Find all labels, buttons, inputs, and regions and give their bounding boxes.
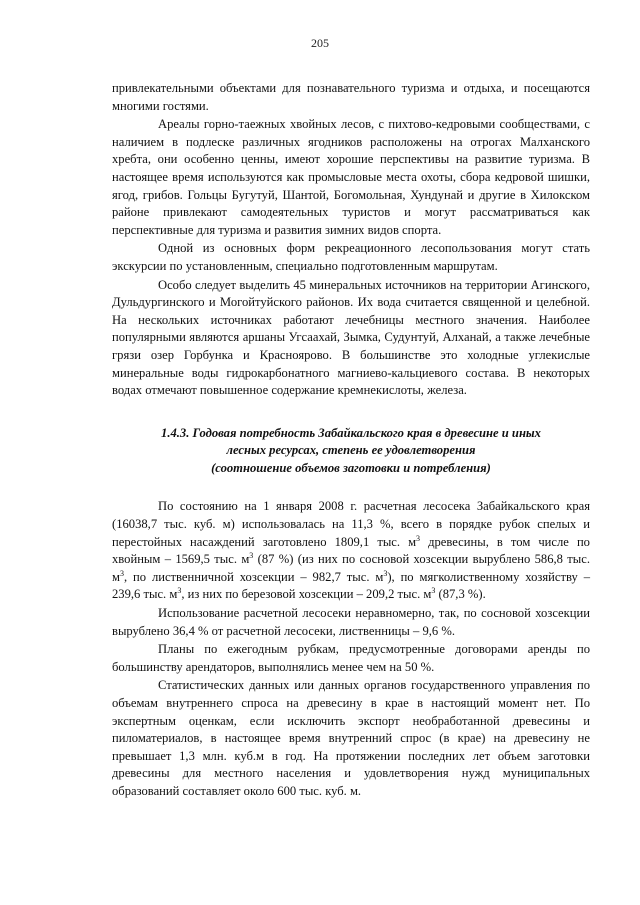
- text-segment: (87,3 %).: [435, 587, 486, 602]
- section-heading-line-1: 1.4.3. Годовая потребность Забайкальского края в древесине и иных: [161, 425, 541, 440]
- text-segment: древесины, в том числе по хвойным – 1569,5 тыс. м: [112, 534, 590, 567]
- text-segment: ), по мягколиственному хозяйству – 239,6 тыс. м: [112, 569, 591, 602]
- superscript: 3: [383, 568, 388, 578]
- paragraph-uneven-use: Использование расчетной лесосеки неравномерно, так, по сосновой хозсекции вырублено 36,4 % от расчетной лесосеки, лиственницы – 9,6 %.: [112, 606, 590, 638]
- text-segment: (87 %) (из них по сосновой хозсекции вырублено 586,8 тыс. м: [112, 552, 591, 584]
- superscript: 3: [119, 568, 124, 578]
- paragraph-forest-areas: Ареалы горно-таежных хвойных лесов, с пихтово-кедровыми сообществами, с наличием в подлеске различных ягодников расположены на отрогах Малханского хребта, они особенно ценны, имеют хорошие перспективы на развитие туризма. В настоящее время используются как промысловые места охоты, сбора кедровой шишки, ягод, грибов. Гольцы Бугутуй, Шантой, Богомольная, Хундунай и другие в Хилокском районе привлекают самодеятельных туристов и могут рассматриваться как перспективные для туризма и развития зимних видов спорта.: [112, 117, 590, 237]
- text-segment: По состоянию на 1 января 2008 г. расчетная лесосека Забайкальского края (16038,7 тыс. куб. м) использовалась на 11,3 %, всего в порядке рубок спелых и перестойных насаждений заготовлено 1809,1 тыс. м: [112, 499, 590, 549]
- superscript: 3: [416, 533, 421, 543]
- paragraph-excursions: Одной из основных форм рекреационного лесопользования могут стать экскурсии по установленным, специально подготовленным маршрутам.: [112, 241, 590, 273]
- superscript: 3: [431, 586, 436, 596]
- paragraph-lease-plans: Планы по ежегодным рубкам, предусмотренные договорами аренды по большинству арендаторов, выполнялись менее чем на 50 %.: [112, 642, 590, 674]
- page-body: [112, 80, 590, 802]
- paragraph-continuation: привлекательными объектами для познавательного туризма и отдыха, и посещаются многими гостями.: [112, 81, 590, 113]
- page-number: 205: [311, 36, 329, 50]
- section-heading-line-2: лесных ресурсах, степень ее удовлетворения: [226, 443, 476, 458]
- section-heading-line-3: (соотношение объемов заготовки и потребления): [211, 460, 491, 475]
- text-segment: , по лиственничной хозсекции – 982,7 тыс. м: [123, 569, 384, 584]
- paragraph-mineral-springs: Особо следует выделить 45 минеральных источников на территории Агинского, Дульдургинского и Могойтуйского районов. Их вода считается священной и целебной. На нескольких источниках работают лечебницы местного значения. Наиболее популярными являются аршаны Угсаахай, Зымка, Судунтуй, Алханай, а также лечебные грязи озер Горбунка и Красноярово. В большинстве это холодные углекислые минеральные воды гидрокарбонатного магниево-кальциевого состава. В некоторых водах отмечают повышенное содержание кремнекислоты, железа.: [112, 277, 590, 398]
- superscript: 3: [177, 586, 182, 596]
- paragraph-domestic-demand: Статистических данных или данных органов государственного управления по объемам внутреннего спроса на древесину в крае в настоящий момент нет. По экспертным оценкам, если исключить экспорт необработанной древесины и пиломатериалов, в настоящее время внутренний спрос (в крае) на древесину не превышает 1,3 млн. куб.м в год. На протяжении последних лет объем заготовки древесины для местного населения и удовлетворения нужд муниципальных образований составляет около 600 тыс. куб. м.: [112, 678, 590, 798]
- paragraph-allowable-cut: [112, 498, 590, 604]
- superscript: 3: [249, 551, 254, 561]
- section-heading: [112, 425, 590, 478]
- text-segment: , из них по березовой хозсекции – 209,2 тыс. м: [181, 587, 432, 602]
